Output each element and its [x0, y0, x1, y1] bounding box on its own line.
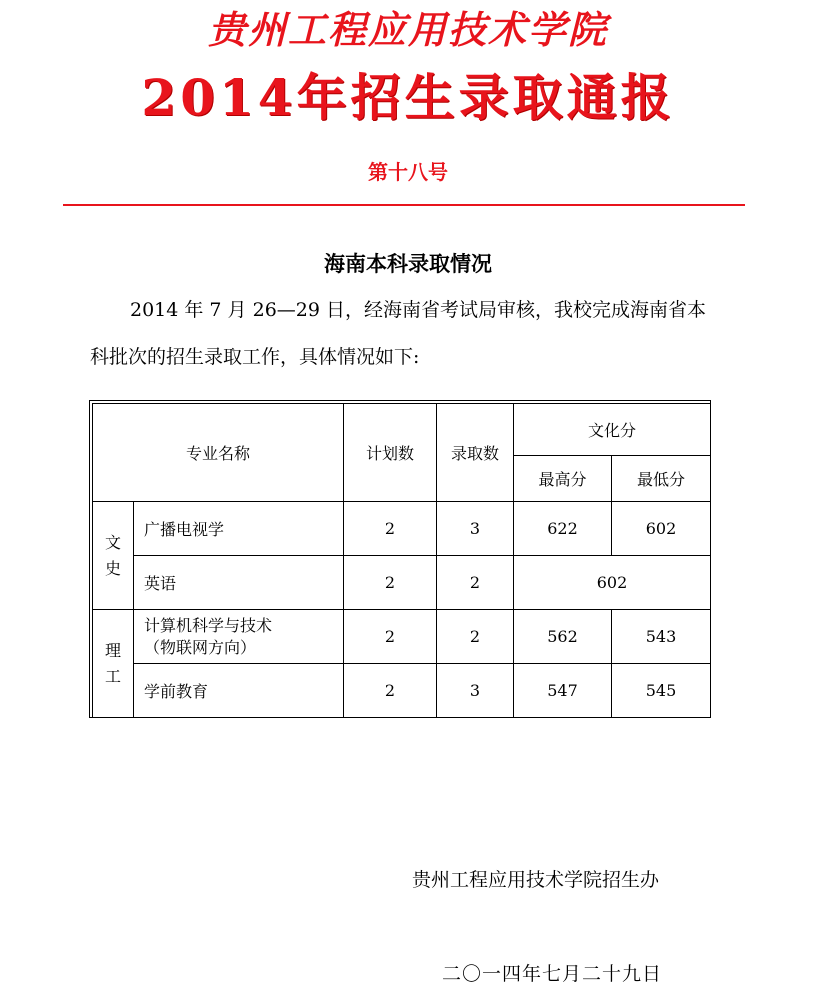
- major-name: 学前教育: [134, 664, 344, 718]
- category-char: 文: [104, 532, 121, 552]
- admitted-count: 3: [437, 664, 514, 718]
- admitted-count: 2: [437, 556, 514, 610]
- admitted-count: 3: [437, 502, 514, 556]
- merged-score: 602: [514, 556, 711, 610]
- category-science: [93, 610, 134, 718]
- table-row: [93, 664, 711, 718]
- major-name: [134, 610, 344, 664]
- header-admitted: 录取数: [437, 404, 514, 502]
- plan-count: 2: [344, 664, 437, 718]
- header-plan: 计划数: [344, 404, 437, 502]
- school-name: 贵州工程应用技术学院: [207, 7, 608, 52]
- table-row: [93, 502, 711, 556]
- bulletin-title: 2014年招生录取通报: [141, 68, 675, 127]
- header-divider: [63, 204, 745, 206]
- major-name: 广播电视学: [134, 502, 344, 556]
- header-major: 专业名称: [93, 404, 344, 502]
- admission-table: [89, 400, 711, 718]
- section-title: 海南本科录取情况: [324, 251, 492, 276]
- max-score: 622: [514, 502, 612, 556]
- header-min-score: 最低分: [612, 456, 711, 502]
- major-name: 英语: [134, 556, 344, 610]
- max-score: 562: [514, 610, 612, 664]
- min-score: 602: [612, 502, 711, 556]
- issue-number: 第十八号: [368, 160, 448, 184]
- issue-date: 二〇一四年七月二十九日: [442, 963, 663, 985]
- admitted-count: 2: [437, 610, 514, 664]
- table-row: [93, 556, 711, 610]
- plan-count: 2: [344, 610, 437, 664]
- plan-count: 2: [344, 502, 437, 556]
- category-char: 工: [104, 666, 121, 686]
- header-max-score: 最高分: [514, 456, 612, 502]
- major-name-line: （物联网方向）: [144, 637, 257, 657]
- category-char: 理: [104, 640, 121, 660]
- max-score: 547: [514, 664, 612, 718]
- header-score-group: 文化分: [514, 404, 711, 456]
- category-liberal-arts: [93, 502, 134, 610]
- table-row: [93, 610, 711, 664]
- issuing-office: 贵州工程应用技术学院招生办: [412, 869, 660, 891]
- plan-count: 2: [344, 556, 437, 610]
- min-score: 543: [612, 610, 711, 664]
- intro-line-2: 科批次的招生录取工作，具体情况如下:: [90, 346, 420, 368]
- major-name-line: 计算机科学与技术: [144, 615, 273, 635]
- intro-line-1: 2014 年 7 月 26—29 日，经海南省考试局审核，我校完成海南省本: [130, 299, 706, 321]
- category-char: 史: [104, 558, 121, 578]
- min-score: 545: [612, 664, 711, 718]
